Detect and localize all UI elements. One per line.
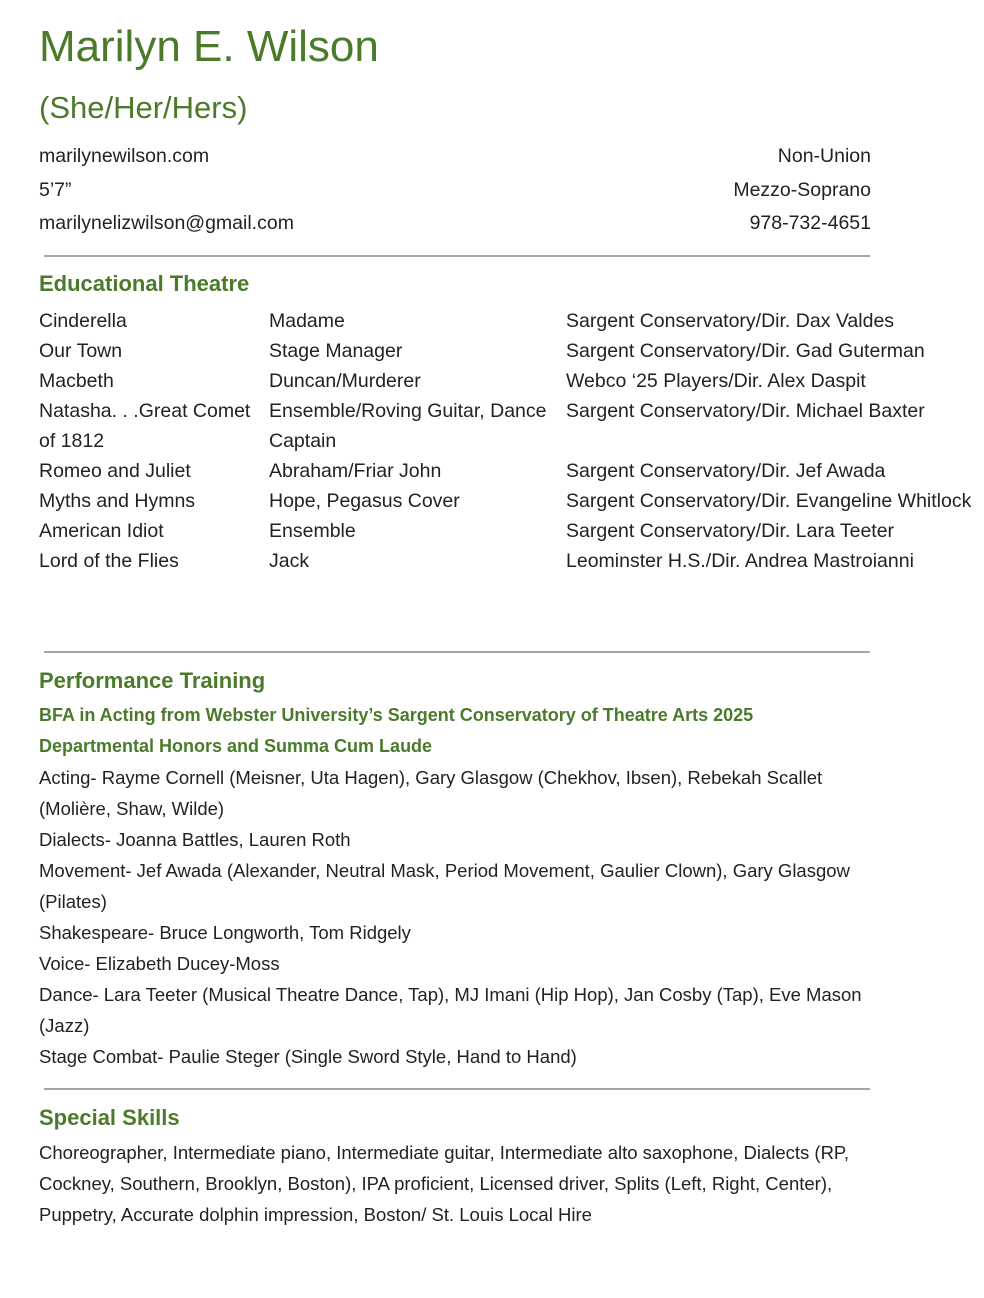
credit-role: Jack (269, 550, 310, 572)
credit-company: Sargent Conservatory/Dir. Michael Baxter (566, 400, 925, 422)
divider (44, 651, 870, 653)
training-section (39, 700, 869, 1072)
credit-company: Sargent Conservatory/Dir. Dax Valdes (566, 310, 895, 332)
credit-company: Leominster H.S./Dir. Andrea Mastroianni (566, 550, 914, 572)
credit-role: Madame (269, 310, 345, 332)
credit-show: American Idiot (39, 520, 164, 542)
credit-company: Sargent Conservatory/Dir. Gad Guterman (566, 340, 925, 362)
pronouns: (She/Her/Hers) (39, 90, 248, 125)
credits-table (39, 306, 984, 576)
credit-row (39, 336, 984, 366)
credit-company: Sargent Conservatory/Dir. Jef Awada (566, 460, 886, 482)
credit-row (39, 486, 984, 516)
training-item: Dance- Lara Teeter (Musical Theatre Dance, Tap), MJ Imani (Hip Hop), Jan Cosby (Tap), Eve Mason (Jazz) (39, 984, 862, 1036)
actor-name: Marilyn E. Wilson (39, 22, 379, 71)
training-item: Shakespeare- Bruce Longworth, Tom Ridgely (39, 922, 411, 943)
degree: BFA in Acting from Webster University’s Sargent Conservatory of Theatre Arts 2025 (39, 705, 754, 725)
credit-show: Lord of the Flies (39, 550, 179, 572)
voice-type: Mezzo-Soprano (733, 178, 871, 201)
section-heading-special-skills: Special Skills (39, 1105, 180, 1130)
credit-row (39, 396, 984, 456)
honors: Departmental Honors and Summa Cum Laude (39, 736, 433, 756)
contact-left (39, 140, 294, 241)
email[interactable]: marilynelizwilson@gmail.com (39, 212, 294, 234)
divider (44, 255, 870, 257)
credit-show: Cinderella (39, 310, 127, 332)
credit-row (39, 456, 984, 486)
credit-role: Abraham/Friar John (269, 460, 442, 482)
height: 5’7” (39, 178, 72, 201)
credit-show: Myths and Hymns (39, 490, 196, 512)
special-skills-text: Choreographer, Intermediate piano, Intermediate guitar, Intermediate alto saxophone, Dialects (RP, Cockney, Southern, Brooklyn, Boston), IPA proficient, Licensed driver, Splits (Left, Right, Center), Puppetry, Accurate dolphin impression, Boston/ St. Louis Local Hire (39, 1142, 850, 1225)
credit-role: Hope, Pegasus Cover (269, 490, 460, 512)
training-item: Voice- Elizabeth Ducey-Moss (39, 953, 280, 974)
section-heading-performance-training: Performance Training (39, 668, 266, 693)
credit-company: Webco ‘25 Players/Dir. Alex Daspit (566, 370, 866, 392)
credit-row (39, 516, 984, 546)
divider (44, 1088, 870, 1090)
credit-role: Stage Manager (269, 340, 403, 362)
union-status: Non-Union (777, 145, 871, 167)
training-item: Dialects- Joanna Battles, Lauren Roth (39, 829, 351, 850)
credit-show: Our Town (39, 340, 123, 362)
credit-role: Ensemble/Roving Guitar, Dance Captain (269, 400, 547, 452)
credit-show: Macbeth (39, 370, 114, 392)
credit-row (39, 306, 984, 336)
website[interactable]: marilynewilson.com (39, 145, 210, 167)
training-item: Acting- Rayme Cornell (Meisner, Uta Hagen), Gary Glasgow (Chekhov, Ibsen), Rebekah Scallet (Molière, Shaw, Wilde) (39, 767, 823, 819)
credit-show: Romeo and Juliet (39, 460, 191, 482)
credit-show: Natasha. . .Great Comet of 1812 (39, 400, 251, 452)
phone: 978-732-4651 (749, 212, 871, 234)
credit-role: Ensemble (269, 520, 356, 542)
section-heading-educational-theatre: Educational Theatre (39, 271, 250, 296)
training-item: Stage Combat- Paulie Steger (Single Sword Style, Hand to Hand) (39, 1046, 577, 1067)
credit-company: Sargent Conservatory/Dir. Lara Teeter (566, 520, 895, 542)
credit-row (39, 366, 984, 396)
credit-row (39, 546, 984, 576)
training-item: Movement- Jef Awada (Alexander, Neutral Mask, Period Movement, Gaulier Clown), Gary Glasgow (Pilates) (39, 860, 850, 912)
credit-role: Duncan/Murderer (269, 370, 421, 392)
credit-company: Sargent Conservatory/Dir. Evangeline Whitlock (566, 490, 972, 512)
contact-right (539, 140, 871, 241)
